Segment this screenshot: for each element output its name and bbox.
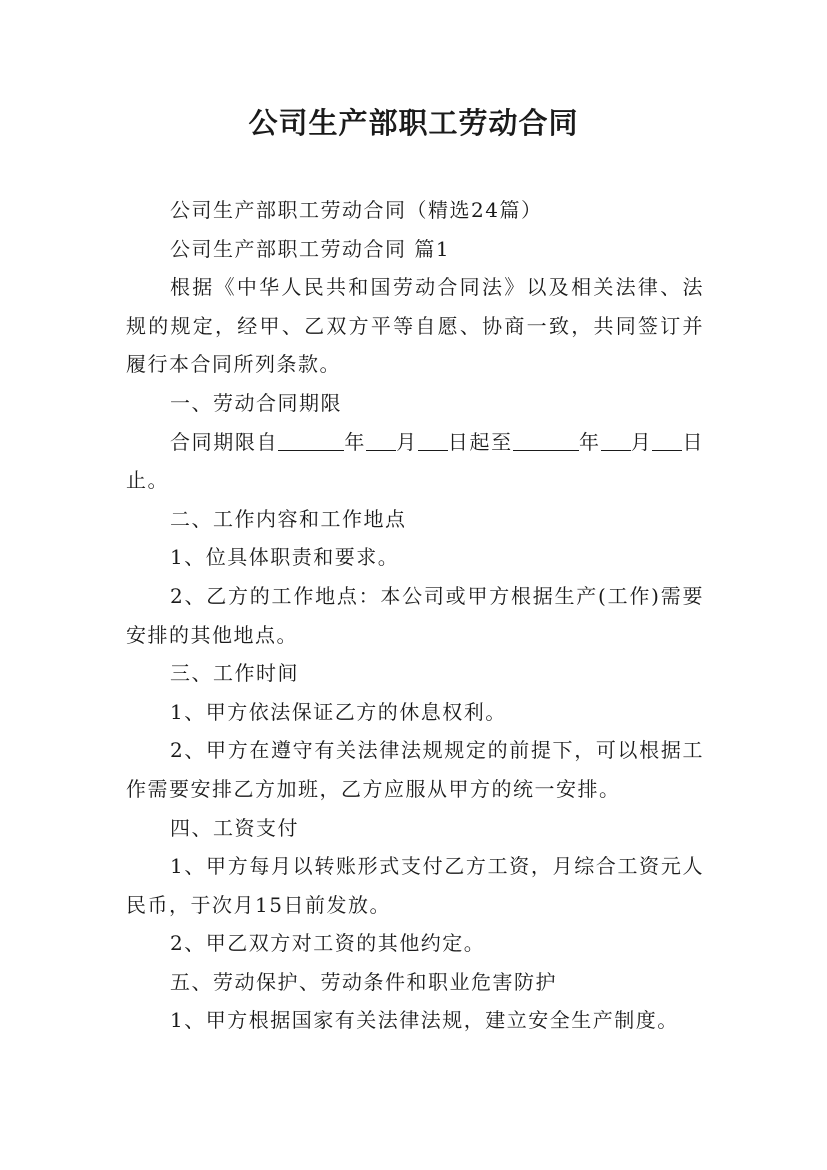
paragraph-clause-item: 2、甲乙双方对工资的其他约定。 (170, 931, 486, 956)
term-day-start: 日起至 (447, 429, 513, 454)
term-month-start: 月 (395, 429, 418, 454)
paragraph-clause-heading: 一、劳动合同期限 (170, 390, 342, 415)
paragraph-clause-item: 2、甲方在遵守有关法律法规规定的前提下，可以根据工作需要安排乙方加班，乙方应服从甲方的统一安排。 (126, 738, 704, 801)
blank-month-end (601, 430, 631, 451)
term-prefix: 合同期限自 (170, 429, 279, 454)
paragraph-section-heading: 公司生产部职工劳动合同 篇1 (170, 236, 451, 261)
paragraph-clause-item: 1、位具体职责和要求。 (170, 545, 400, 570)
paragraph-clause-heading: 五、劳动保护、劳动条件和职业危害防护 (170, 969, 557, 994)
document-body (126, 191, 704, 1040)
paragraph-clause-heading: 二、工作内容和工作地点 (170, 506, 407, 531)
blank-day-end (652, 430, 682, 451)
paragraph-clause-item: 2、乙方的工作地点：本公司或甲方根据生产(工作)需要安排的其他地点。 (126, 583, 704, 647)
blank-year-end (513, 430, 579, 451)
paragraph-clause-item: 1、甲方每月以转账形式支付乙方工资，月综合工资元人民币，于次月15日前发放。 (126, 854, 704, 917)
blank-day-start (418, 430, 448, 451)
paragraph-subtitle: 公司生产部职工劳动合同（精选24篇） (170, 198, 543, 222)
paragraph-contract-term (126, 423, 704, 500)
term-month-end: 月 (630, 429, 653, 454)
paragraph-clause-heading: 四、工资支付 (170, 815, 299, 840)
blank-year-start (278, 430, 344, 451)
blank-month-start (366, 430, 396, 451)
paragraph-preamble: 根据《中华人民共和国劳动合同法》以及相关法律、法规的规定，经甲、乙双方平等自愿、协商一致，共同签订并履行本合同所列条款。 (126, 275, 704, 377)
paragraph-clause-heading: 三、工作时间 (170, 661, 299, 686)
paragraph-clause-item: 1、甲方根据国家有关法律法规，建立安全生产制度。 (170, 1008, 679, 1033)
term-end: 日止。 (126, 429, 705, 493)
term-year-end: 年 (578, 429, 601, 454)
paragraph-clause-item: 1、甲方依法保证乙方的休息权利。 (170, 699, 507, 724)
term-year-start: 年 (344, 429, 366, 454)
document-title: 公司生产部职工劳动合同 (248, 106, 579, 140)
